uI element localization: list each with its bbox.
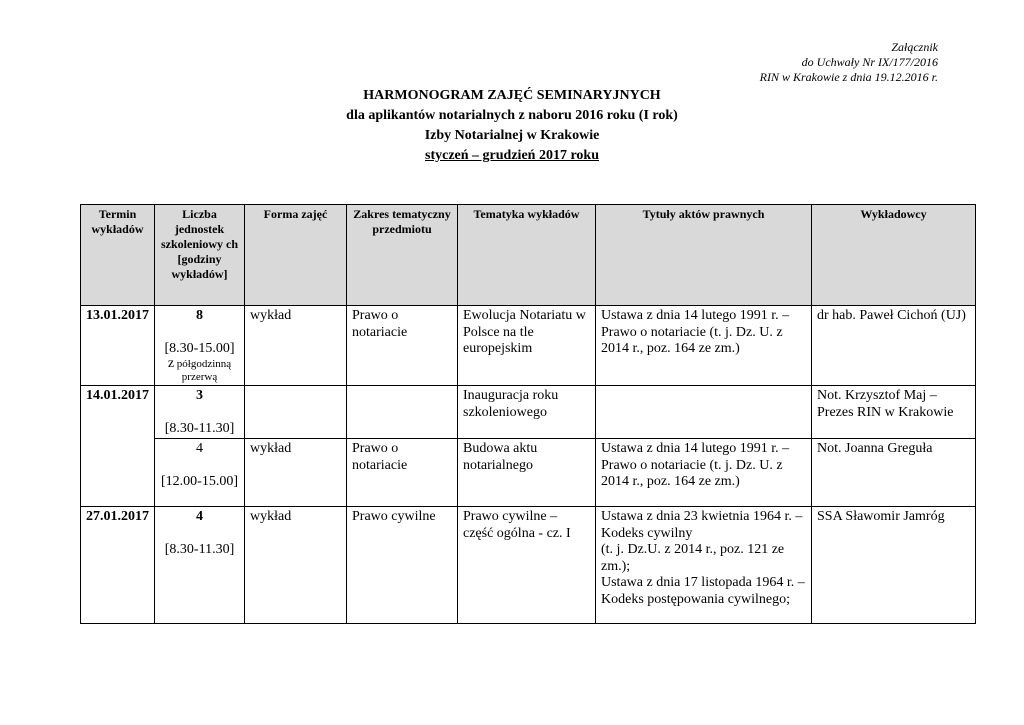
cell-form: wykład xyxy=(245,507,347,624)
units-hours: [12.00-15.00] xyxy=(161,473,238,489)
cell-date: 14.01.2017 xyxy=(81,386,155,507)
cell-scope: Prawo cywilne xyxy=(347,507,458,624)
cell-topic: Prawo cywilne – część ogólna - cz. I xyxy=(458,507,596,624)
units-count: 4 xyxy=(196,509,203,524)
table-row xyxy=(81,306,976,386)
units-count: 8 xyxy=(196,308,203,323)
cell-scope xyxy=(347,386,458,439)
cell-units xyxy=(155,306,245,386)
acts-civil-code: Ustawa z dnia 23 kwietnia 1964 r. – Kodeks cywilny xyxy=(601,509,803,541)
cell-lecturer: dr hab. Paweł Cichoń (UJ) xyxy=(812,306,976,386)
cell-lecturer: SSA Sławomir Jamróg xyxy=(812,507,976,624)
cell-units xyxy=(155,507,245,624)
cell-scope: Prawo o notariacie xyxy=(347,306,458,386)
annex-label: Załącznik xyxy=(891,40,938,54)
acts-civil-code-ref: (t. j. Dz.U. z 2014 r., poz. 121 ze zm.); xyxy=(601,542,785,574)
cell-acts xyxy=(596,507,812,624)
annex-resolution: do Uchwały Nr IX/177/2016 xyxy=(801,55,938,69)
header-termin: Termin wykładów xyxy=(81,205,155,306)
cell-units xyxy=(155,439,245,507)
title-subtitle: dla aplikantów notarialnych z naboru 2016 roku (I rok) xyxy=(346,108,678,123)
cell-topic: Ewolucja Notariatu w Polsce na tle europejskim xyxy=(458,306,596,386)
cell-topic: Budowa aktu notarialnego xyxy=(458,439,596,507)
cell-acts: Ustawa z dnia 14 lutego 1991 r. – Prawo o notariacie (t. j. Dz. U. z 2014 r., poz. 164 ze zm.) xyxy=(596,306,812,386)
title-chamber: Izby Notarialnej w Krakowie xyxy=(424,128,600,143)
table-row xyxy=(81,386,976,439)
header-forma: Forma zajęć xyxy=(245,205,347,306)
annex-header xyxy=(638,40,938,85)
cell-form: wykład xyxy=(245,439,347,507)
cell-lecturer: Not. Krzysztof Maj – Prezes RIN w Krakowie xyxy=(812,386,976,439)
cell-date: 13.01.2017 xyxy=(81,306,155,386)
cell-scope: Prawo o notariacie xyxy=(347,439,458,507)
table-header-row xyxy=(81,205,976,306)
annex-date: RIN w Krakowie z dnia 19.12.2016 r. xyxy=(759,70,938,84)
header-wykladowcy: Wykładowcy xyxy=(812,205,976,306)
title-main: HARMONOGRAM ZAJĘĆ SEMINARYJNYCH xyxy=(363,88,661,103)
cell-form: wykład xyxy=(245,306,347,386)
units-break-note: z półgodzinną przerwą xyxy=(167,356,232,383)
acts-civil-procedure: Ustawa z dnia 17 listopada 1964 r. – Kodeks postępowania cywilnego; xyxy=(601,575,805,607)
header-tematyka: Tematyka wykładów xyxy=(458,205,596,306)
document-title xyxy=(0,86,1024,166)
units-hours: [8.30-15.00] xyxy=(164,340,235,356)
units-hours: [8.30-11.30] xyxy=(164,541,235,557)
cell-form xyxy=(245,386,347,439)
table-row xyxy=(81,507,976,624)
cell-acts: Ustawa z dnia 14 lutego 1991 r. – Prawo o notariacie (t. j. Dz. U. z 2014 r., poz. 164 ze zm.) xyxy=(596,439,812,507)
units-count: 4 xyxy=(196,441,203,456)
header-liczba: Liczba jednostek szkoleniowy ch [godziny wykładów] xyxy=(155,205,245,306)
cell-units xyxy=(155,386,245,439)
units-hours: [8.30-11.30] xyxy=(164,420,235,436)
title-period: styczeń – grudzień 2017 roku xyxy=(425,148,599,163)
cell-date: 27.01.2017 xyxy=(81,507,155,624)
schedule-table xyxy=(80,204,976,624)
cell-topic: Inauguracja roku szkoleniowego xyxy=(458,386,596,439)
header-tytuly: Tytuły aktów prawnych xyxy=(596,205,812,306)
header-zakres: Zakres tematyczny przedmiotu xyxy=(347,205,458,306)
units-count: 3 xyxy=(196,388,203,403)
cell-lecturer: Not. Joanna Greguła xyxy=(812,439,976,507)
cell-acts xyxy=(596,386,812,439)
table-row xyxy=(81,439,976,507)
